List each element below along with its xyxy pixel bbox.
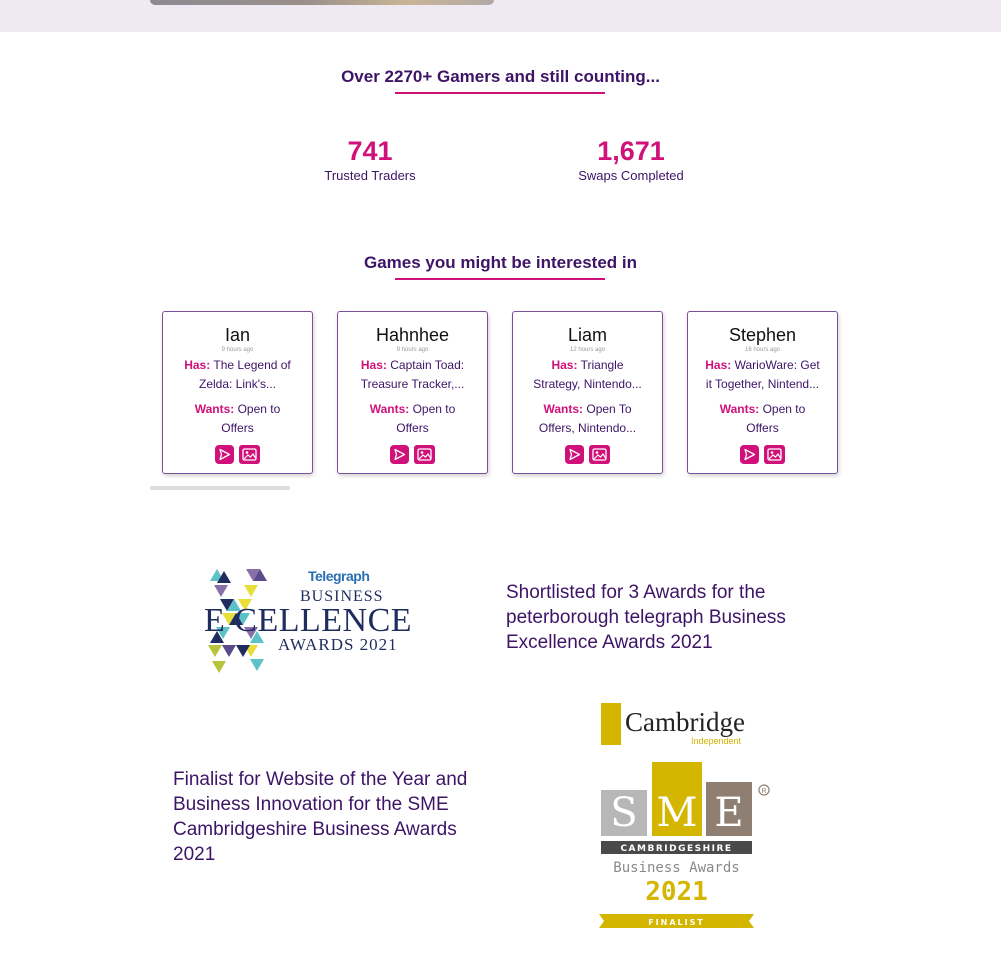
card-actions — [513, 445, 662, 464]
top-banner-band — [0, 0, 1001, 32]
telegraph-excellence-awards-logo — [200, 565, 430, 685]
game-card[interactable] — [162, 311, 313, 474]
stat-label: Swaps Completed — [578, 168, 684, 183]
sme-letter-m: M — [656, 790, 698, 836]
hero-image-edge — [150, 0, 494, 5]
telegraph-award-description: Shortlisted for 3 Awards for the peterborough telegraph Business Excellence Awards 2021 — [506, 582, 786, 653]
awards-year-text: AWARDS 2021 — [278, 635, 398, 654]
wants-label: Wants: — [194, 402, 235, 416]
trader-name: Stephen — [728, 325, 797, 345]
post-time: 16 hours ago — [744, 347, 781, 353]
post-time: 9 hours ago — [396, 347, 429, 353]
wants-label: Wants: — [719, 402, 760, 416]
wants-value: Open to Offers — [396, 402, 456, 435]
business-awards-text: Business Awards — [613, 860, 740, 876]
game-card[interactable] — [337, 311, 488, 474]
independent-text: Independent — [691, 736, 742, 746]
sme-cambridgeshire-awards-logo — [598, 700, 778, 935]
image-icon[interactable] — [764, 445, 785, 464]
heading-underline — [395, 92, 605, 94]
wants-value: Open to Offers — [746, 402, 806, 435]
finalist-ribbon-text: FINALIST — [648, 918, 705, 927]
telegraph-brand-text: Telegraph — [308, 568, 370, 584]
post-time: 12 hours ago — [569, 347, 606, 353]
has-value: WarioWare: Get it Together, Nintend... — [705, 358, 820, 391]
post-time: 9 hours ago — [221, 347, 254, 353]
has-text — [338, 356, 487, 394]
sme-award-description: Finalist for Website of the Year and Business Innovation for the SME Cambridgeshire Business Awards 2021 — [173, 769, 468, 865]
trader-name: Liam — [567, 325, 607, 345]
sme-letter-s: S — [610, 790, 638, 836]
cambridge-brand-text: Cambridge — [625, 707, 745, 737]
community-heading: Over 2270+ Gamers and still counting... — [341, 67, 660, 86]
svg-text:R: R — [761, 788, 767, 795]
sme-year-text: 2021 — [645, 877, 708, 907]
wants-value: Open To Offers, Nintendo... — [538, 402, 637, 435]
has-value: Captain Toad: Treasure Tracker,... — [360, 358, 465, 391]
wants-text — [338, 400, 487, 438]
carousel-scrollbar[interactable] — [150, 486, 290, 490]
wants-text — [688, 400, 837, 438]
wants-value: Open to Offers — [221, 402, 281, 435]
send-icon[interactable] — [215, 445, 234, 464]
wants-text — [513, 400, 662, 438]
image-icon[interactable] — [239, 445, 260, 464]
stat-label: Trusted Traders — [324, 168, 416, 183]
games-heading: Games you might be interested in — [363, 253, 637, 272]
wants-label: Wants: — [369, 402, 410, 416]
has-label: Has: — [705, 358, 732, 372]
game-card[interactable] — [687, 311, 838, 474]
stat-trusted-traders — [270, 136, 470, 183]
wants-text — [163, 400, 312, 438]
has-label: Has: — [360, 358, 387, 372]
heading-underline — [395, 278, 605, 280]
has-label: Has: — [184, 358, 211, 372]
send-icon[interactable] — [740, 445, 759, 464]
wants-label: Wants: — [543, 402, 584, 416]
sme-letter-e: E — [714, 790, 744, 836]
has-value: The Legend of Zelda: Link's... — [199, 358, 291, 391]
send-icon[interactable] — [390, 445, 409, 464]
card-actions — [688, 445, 837, 464]
stat-value: 741 — [347, 136, 393, 166]
excellence-text: E CELLENCE — [204, 602, 413, 639]
game-card[interactable] — [512, 311, 663, 474]
card-actions — [163, 445, 312, 464]
image-icon[interactable] — [589, 445, 610, 464]
trader-name: Hahnhee — [375, 325, 450, 345]
has-text — [513, 356, 662, 394]
has-text — [163, 356, 312, 394]
cambridgeshire-text: CAMBRIDGESHIRE — [620, 844, 733, 854]
stat-swaps-completed — [531, 136, 731, 183]
stat-value: 1,671 — [597, 136, 665, 166]
card-actions — [338, 445, 487, 464]
send-icon[interactable] — [565, 445, 584, 464]
has-value: Triangle Strategy, Nintendo... — [533, 358, 642, 391]
has-label: Has: — [551, 358, 578, 372]
business-text: BUSINESS — [300, 588, 384, 605]
has-text — [688, 356, 837, 394]
image-icon[interactable] — [414, 445, 435, 464]
trader-name: Ian — [224, 325, 251, 345]
